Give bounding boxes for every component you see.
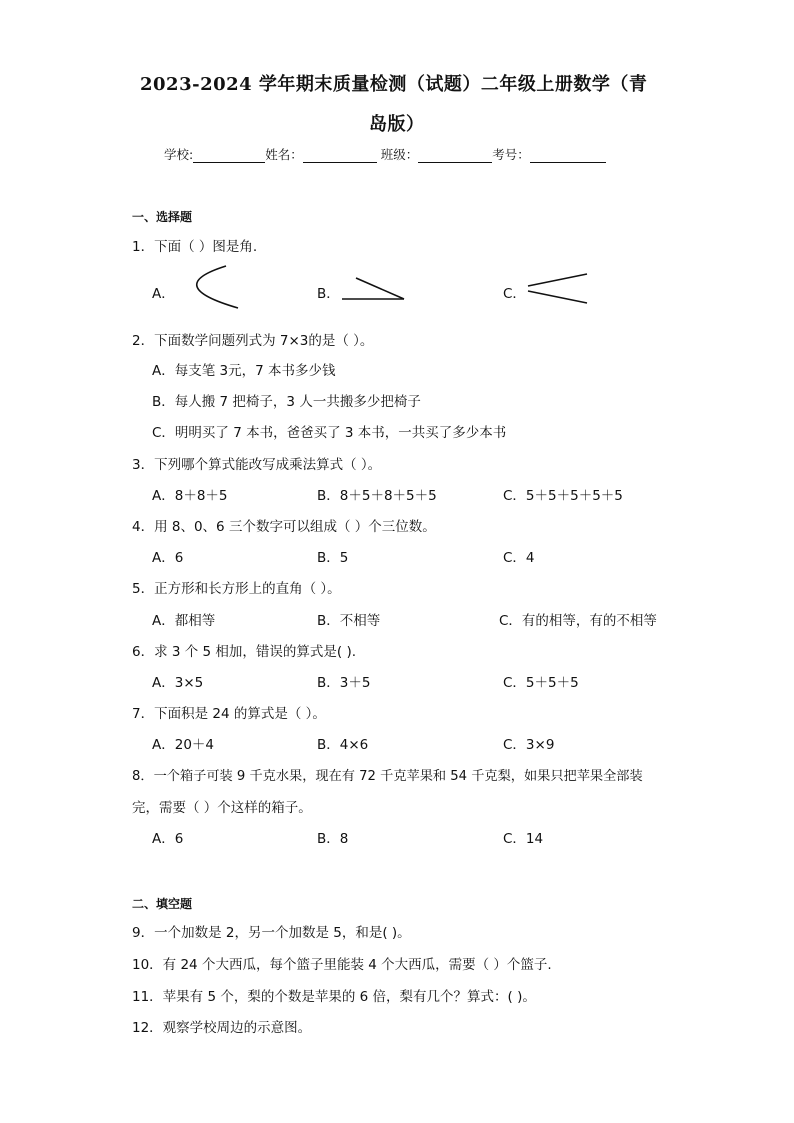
question-1: 1．下面（ ）图是角. [132, 239, 258, 255]
class-label: 班级： [380, 147, 419, 162]
q2-option-c[interactable]: C．明明买了 7 本书，爸爸买了 3 本书，一共买了多少本书 [152, 425, 507, 441]
question-2: 2．下面数学问题列式为 7×3的是（ ）。 [132, 333, 374, 349]
question-9: 9．一个加数是 2，另一个加数是 5，和是( )。 [132, 925, 411, 941]
student-info-row [164, 145, 606, 163]
q1-option-b[interactable]: B． [317, 286, 340, 302]
q6-option-c[interactable]: C．5＋5＋5 [503, 675, 579, 691]
q7-option-c[interactable]: C．3×9 [503, 737, 555, 753]
question-12: 12．观察学校周边的示意图。 [132, 1020, 312, 1036]
school-blank[interactable] [193, 148, 265, 163]
q2-option-b[interactable]: B．每人搬 7 把椅子，3 人一共搬多少把椅子 [152, 394, 421, 410]
q8-option-b[interactable]: B．8 [317, 831, 349, 847]
q8-option-a[interactable]: A．6 [152, 831, 184, 847]
number-label: 考号： [492, 147, 530, 162]
q4-option-a[interactable]: A．6 [152, 550, 184, 566]
q5-option-c[interactable]: C．有的相等，有的不相等 [499, 613, 657, 629]
q8-option-c[interactable]: C．14 [503, 831, 544, 847]
name-blank[interactable] [303, 148, 377, 163]
q5-option-a[interactable]: A．都相等 [152, 613, 216, 629]
q5-option-b[interactable]: B．不相等 [317, 613, 381, 629]
q3-option-c[interactable]: C．5＋5＋5＋5＋5 [503, 488, 623, 504]
q6-option-b[interactable]: B．3＋5 [317, 675, 371, 691]
q4-option-c[interactable]: C．4 [503, 550, 535, 566]
q1-option-a[interactable]: A． [152, 286, 175, 302]
q4-option-b[interactable]: B．5 [317, 550, 349, 566]
class-blank[interactable] [418, 148, 492, 163]
page-title-line1: 2023-2024 学年期末质量检测（试题）二年级上册数学（青 [140, 74, 648, 95]
question-7: 7．下面积是 24 的算式是（ ）。 [132, 706, 326, 722]
name-label: 姓名： [265, 147, 303, 162]
number-blank[interactable] [530, 148, 606, 163]
q1-option-b-figure [340, 276, 406, 302]
question-8-line1: 8．一个箱子可装 9 千克水果，现在有 72 千克苹果和 54 千克梨，如果只把苹果全部装 [132, 769, 643, 784]
q1-option-a-figure [174, 264, 244, 312]
q1-option-c-figure [526, 272, 590, 306]
q7-option-a[interactable]: A．20＋4 [152, 737, 215, 753]
question-5: 5．正方形和长方形上的直角（ ）。 [132, 581, 341, 597]
question-11: 11．苹果有 5 个，梨的个数是苹果的 6 倍，梨有几个？算式：( )。 [132, 989, 536, 1005]
question-6: 6．求 3 个 5 相加，错误的算式是( ). [132, 644, 357, 660]
q6-option-a[interactable]: A．3×5 [152, 675, 204, 691]
q3-option-b[interactable]: B．8＋5＋8＋5＋5 [317, 488, 437, 504]
question-10: 10．有 24 个大西瓜，每个篮子里能装 4 个大西瓜，需要（ ）个篮子. [132, 957, 552, 973]
question-4: 4．用 8、0、6 三个数字可以组成（ ）个三位数。 [132, 519, 436, 535]
q2-option-a[interactable]: A．每支笔 3元，7 本书多少钱 [152, 363, 336, 379]
page-title-line2: 岛版） [369, 114, 425, 135]
q3-option-a[interactable]: A．8＋8＋5 [152, 488, 228, 504]
q1-option-c[interactable]: C． [503, 286, 526, 302]
school-label: 学校: [164, 147, 194, 162]
q7-option-b[interactable]: B．4×6 [317, 737, 369, 753]
question-8-line2: 完，需要（ ）个这样的箱子。 [132, 800, 312, 816]
section-heading-fill-in: 二、填空题 [132, 897, 193, 911]
section-heading-choice: 一、选择题 [132, 210, 193, 224]
question-3: 3．下列哪个算式能改写成乘法算式（ ）。 [132, 457, 382, 473]
